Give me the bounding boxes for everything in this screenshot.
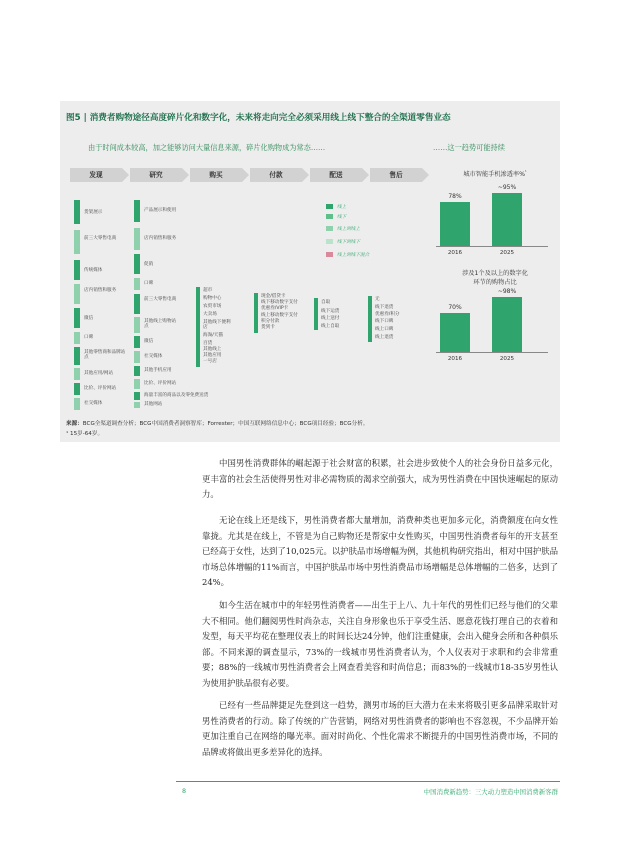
payment-item: 线下移动数字支付	[261, 300, 298, 305]
chart1-value-label: ~95%	[497, 184, 517, 191]
discover-bar	[74, 260, 80, 280]
legend-swatch-on-on	[326, 226, 333, 231]
legend-offline-to-offline: 线下到线下	[337, 240, 360, 245]
research-bar	[134, 366, 140, 376]
purchase-item: 超市	[203, 288, 213, 293]
chart1-bar-2016	[440, 202, 470, 246]
chart1-tick-label: 2025	[499, 250, 515, 256]
research-item: 其他网站	[144, 402, 163, 407]
discover-item: 传统媒体	[84, 268, 103, 273]
discover-bar	[74, 332, 80, 344]
discover-item: 其他应用/网站	[84, 371, 114, 376]
discover-item: 店内销售和服务	[84, 288, 117, 293]
aftersales-bar	[368, 296, 372, 342]
payment-item: 积分付款	[261, 319, 280, 324]
aftersales-item: 线上退货	[375, 335, 394, 340]
research-bar	[134, 294, 140, 314]
aftersales-item: 线下口碑	[375, 319, 394, 324]
research-item: 前三大零售电商	[144, 297, 177, 302]
legend-swatch-online	[326, 204, 333, 209]
delivery-item: 线下运货	[321, 309, 340, 314]
chart2-bar-2025	[492, 297, 522, 352]
discover-bar	[74, 398, 80, 410]
chart2-value-label: 70%	[448, 304, 462, 311]
figure-subtitle-left: 由于时间成本较高，加之能够访问大量信息来源，碎片化购物成为常态……	[88, 143, 326, 152]
legend-mixed: 线上到线下混合	[337, 253, 370, 258]
delivery-bar	[314, 298, 318, 330]
purchase-item: 其他线下便利店	[203, 320, 231, 331]
legend-online-to-online: 线上到线上	[337, 227, 360, 232]
purchase-item: 购物中心	[203, 296, 222, 301]
payment-item: 货到卡	[261, 325, 275, 330]
chart2-value-label: ~98%	[497, 288, 517, 295]
discover-bar	[74, 230, 80, 254]
figure-note: ¹ 15岁-64岁。	[66, 431, 104, 437]
research-bar	[134, 228, 140, 250]
aftersales-item: 线下退货	[375, 305, 394, 310]
figure-title: 图5 | 消费者购物途径高度碎片化和数字化，未来将走向完全必须采用线上线下整合的全渠道零售业态	[66, 113, 451, 123]
research-item: 其他线上购物站点	[144, 319, 177, 330]
purchase-item: 海淘/天猫	[203, 333, 223, 338]
payment-item: 线上移动数字支付	[261, 313, 298, 318]
chart1-value-label: 78%	[448, 193, 462, 200]
research-item: 口碑	[144, 281, 154, 286]
discover-item: 比价、评价网站	[84, 386, 117, 391]
legend-offline: 线下	[337, 215, 347, 220]
research-bar	[134, 351, 140, 363]
paragraph-2: 无论在线上还是线下，男性消费者都大量增加，消费种类也更加多元化，消费额度在向女性靠拢。尤其是在线上，不管是为自己购物还是帮家中女性购买，中国男性消费者每年的开支甚至已经高于女性，达到了10,025元。以护肤品市场增幅为例，其他机构研究指出，相对中国护肤品市场总体增幅的11%而言，中国护肤品市场中男性消费品市场增幅是总体增幅的二倍多，达到了24%。	[202, 515, 558, 588]
discover-bar	[74, 308, 80, 328]
chart1-axis	[436, 246, 548, 247]
paragraph-1: 中国男性消费群体的崛起源于社会财富的积累，社会进步致使个人的社会身份日益多元化，更丰富的社会生活使得男性对非必需物质的渴求空前强大，成为男性消费在中国快速崛起的原动力。	[202, 458, 558, 500]
research-item: 促销	[144, 262, 154, 267]
chart2-tick-label: 2016	[447, 356, 463, 362]
chart2-axis	[436, 352, 548, 353]
stage-delivery: 配送	[310, 168, 362, 182]
chart1-title: 城市智能手机渗透率%$^{^1}$	[463, 169, 527, 179]
discover-item: 口碑	[84, 335, 94, 340]
chart2-title-line1: 涉及1个及以上的数字化	[462, 270, 528, 277]
stage-research: 研究	[130, 168, 182, 182]
footer-divider	[176, 781, 560, 782]
chart1-tick-label: 2016	[447, 250, 463, 256]
payment-item: 优惠券/VIP卡	[261, 306, 289, 311]
chart2-title-line2: 环节的购物占比	[473, 279, 517, 286]
aftersales-item: 线上口碑	[375, 327, 394, 332]
purchase-bar	[196, 287, 200, 367]
payment-item: 现金/借贷卡	[261, 294, 286, 299]
research-item: 其他手机应用	[144, 368, 172, 373]
research-item: 微信	[144, 339, 154, 344]
purchase-item: 大卖场	[203, 312, 217, 317]
purchase-item: 其他应用	[203, 353, 222, 358]
research-bar	[134, 336, 140, 348]
discover-item: 社交媒体	[84, 401, 103, 406]
legend-swatch-mixed	[326, 252, 333, 257]
chart1-bar-2025	[492, 193, 522, 246]
research-item: 产品展示和使用	[144, 208, 177, 213]
purchase-item: 一号店	[203, 359, 217, 364]
discover-item: 微信	[84, 316, 94, 321]
discover-bar	[74, 347, 80, 365]
aftersales-item: 优惠券/积分	[375, 312, 400, 317]
research-bar	[134, 278, 140, 290]
discover-bar	[74, 200, 80, 224]
discover-bar	[74, 383, 80, 395]
delivery-item: 线上送付	[321, 316, 340, 321]
paragraph-4: 已经有一些品牌捷足先登到这一趋势，测男市场的巨大潜力在未来将吸引更多品牌采取针对男性消费者的行动。除了传统的广告营销，网络对男性消费者的影响也不容忽视，不少品牌开始更加注重自己在网络的曝光率。面对时尚化、个性化需求不断提升的中国男性消费市场，不同的品牌或将做出更多差异化的选择。	[202, 700, 558, 757]
delivery-item: 自取	[321, 300, 331, 305]
payment-bar	[254, 293, 258, 333]
legend-swatch-off-off	[326, 239, 333, 244]
stage-payment: 付款	[250, 168, 302, 182]
stage-aftersales: 售后	[370, 168, 422, 182]
legend-online: 线上	[337, 205, 347, 210]
research-item: 店内销售和服务	[144, 236, 177, 241]
stage-purchase: 购买	[190, 168, 242, 182]
research-bar	[134, 392, 140, 400]
research-item: 比价、评价网站	[144, 381, 177, 386]
research-bar	[134, 254, 140, 274]
research-bar	[134, 317, 140, 333]
legend-swatch-offline	[326, 214, 333, 219]
research-bar	[134, 379, 140, 389]
paragraph-3: 如今生活在城市中的年轻男性消费者——出生于上八、九十年代的男性们已经与他们的父辈大不相同。他们翻阅男性时尚杂志，关注自身形象也乐于享受生活、愿意花钱打理自己的衣着和发型，每天平均花在整理仪表上的时间长达24分钟，他们注重健康，会出入健身会所和各种俱乐部。不同来源的调查显示，73%的一线城市男性消费者认为，个人仪表对于求职和约会非常重要；88%的一线城市男性消费者会上网查看美容和时尚信息；而83%的一线城市18-35岁男性认为使用护肤品很有必要。	[202, 600, 558, 688]
chart2-tick-label: 2025	[499, 356, 515, 362]
discover-bar	[74, 284, 80, 304]
discover-bar	[74, 368, 80, 380]
figure-subtitle-right: ……这一趋势可能持续	[433, 143, 505, 152]
research-bar	[134, 402, 140, 408]
footer-title: 中国消费新趋势：三大动力塑造中国消费新客群	[423, 788, 558, 796]
figure-source: 来源：BCG全渠道调查分析；BCG中国消费者洞察智库；Forrester；中国互联网络信息中心；BCG项目经验；BCG分析。	[66, 421, 369, 427]
research-item: 海量丰富的商品以及零免费送货	[144, 393, 209, 398]
delivery-item: 线上自取	[321, 324, 340, 329]
stage-discover: 发现	[70, 168, 122, 182]
purchase-item: 百货	[203, 341, 213, 346]
discover-item: 其他零售商和品牌站点	[84, 350, 126, 361]
aftersales-item: 无	[375, 297, 380, 302]
discover-item: 货架展示	[84, 210, 103, 215]
purchase-item: 其他线上	[203, 347, 222, 352]
chart2-bar-2016	[440, 313, 470, 352]
page-number: 8	[182, 787, 187, 795]
purchase-item: 农贸市场	[203, 304, 222, 309]
research-item: 社交媒体	[144, 354, 163, 359]
discover-item: 前三大零售电商	[84, 236, 117, 241]
research-bar	[134, 200, 140, 222]
